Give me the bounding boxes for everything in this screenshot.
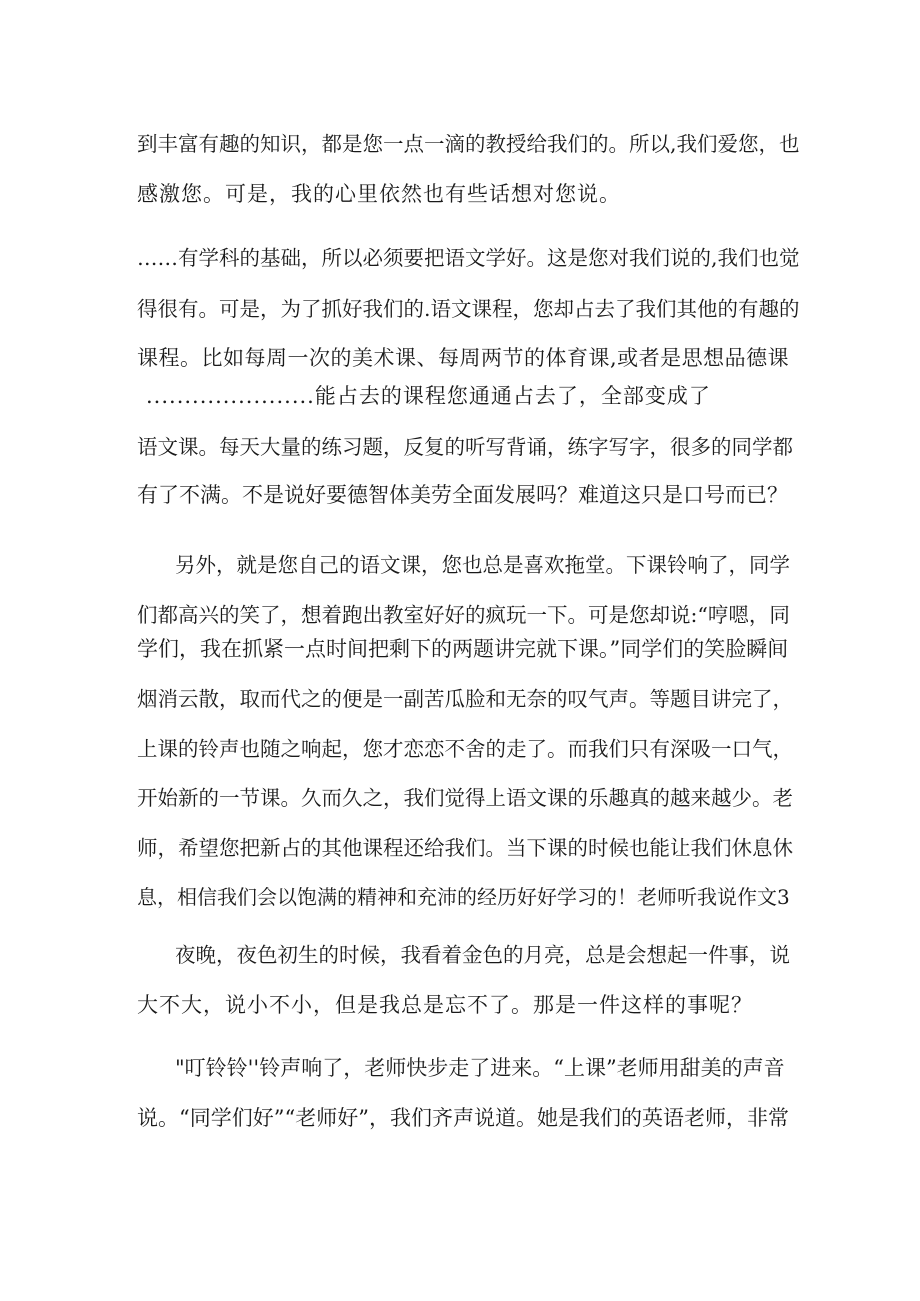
text-line-20: 说。“同学们好”“老师好”，我们齐声说道。她是我们的英语老师，非常 bbox=[137, 1106, 789, 1130]
text-line-3: ……有学科的基础，所以必须要把语文学好。这是您对我们说的,我们也觉 bbox=[137, 246, 800, 270]
text-line-11: 学们，我在抓紧一点时间把剩下的两题讲完就下课。”同学们的笑脸瞬间 bbox=[137, 637, 789, 661]
text-line-13: 上课的铃声也随之响起，您才恋恋不舍的走了。而我们只有深吸一口气， bbox=[137, 737, 793, 761]
text-line-4: 得很有。可是，为了抓好我们的.语文课程，您却占去了我们其他的有趣的 bbox=[137, 297, 800, 321]
text-line-1: 到丰富有趣的知识，都是您一点一滴的教授给我们的。所以,我们爱您，也 bbox=[137, 132, 800, 156]
text-line-6: ......................能占去的课程您通通占去了，全部变成了 bbox=[146, 384, 711, 408]
text-line-8: 有了不满。不是说好要德智体美劳全面发展吗？难道这只是口号而已？ bbox=[137, 483, 788, 507]
text-line-2: 感激您。可是，我的心里依然也有些话想对您说。 bbox=[137, 182, 621, 206]
text-line-9: 另外，就是您自己的语文课，您也总是喜欢拖堂。下课铃响了，同学 bbox=[175, 553, 790, 577]
text-line-18: 大不大，说小不小，但是我总是忘不了。那是一件这样的事呢？ bbox=[137, 993, 753, 1017]
text-line-10: 们都高兴的笑了，想着跑出教室好好的疯玩一下。可是您却说:“哼嗯，同 bbox=[137, 603, 790, 627]
text-line-15: 师，希望您把新占的其他课程还给我们。当下课的时候也能让我们休息休 bbox=[137, 836, 793, 860]
text-line-12: 烟消云散，取而代之的便是一副苦瓜脸和无奈的叹气声。等题目讲完了， bbox=[137, 687, 793, 711]
text-line-5: 课程。比如每周一次的美术课、每周两节的体育课,或者是思想品德课 bbox=[137, 346, 790, 370]
text-line-16: 息，相信我们会以饱满的精神和充沛的经历好好学习的！老师听我说作文3 bbox=[137, 885, 790, 909]
text-line-7: 语文课。每天大量的练习题，反复的听写背诵，练字写字，很多的同学都 bbox=[137, 435, 793, 459]
text-line-14: 开始新的一节课。久而久之，我们觉得上语文课的乐趣真的越来越少。老 bbox=[137, 786, 793, 810]
text-line-19: "叮铃铃''铃声响了，老师快步走了进来。“上课”老师用甜美的声音 bbox=[175, 1056, 785, 1080]
text-line-17: 夜晚，夜色初生的时候，我看着金色的月亮，总是会想起一件事，说 bbox=[175, 943, 790, 967]
